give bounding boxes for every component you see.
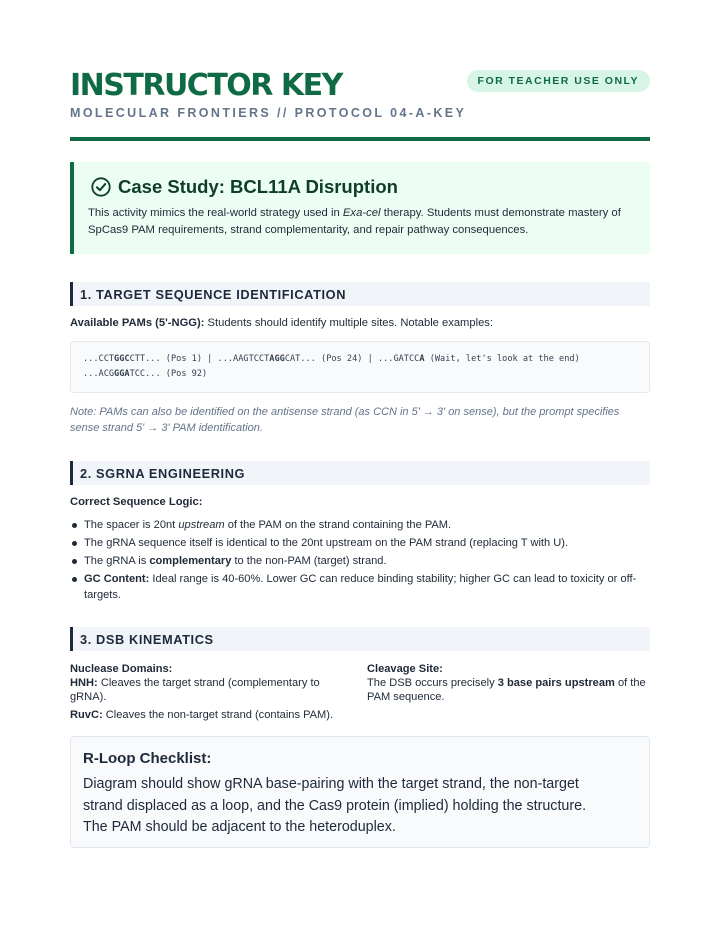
code-pam-highlight: A	[419, 354, 425, 364]
bullet-text: The gRNA sequence itself is identical to the 20nt upstream on the PAM strand (replacing T with U).	[84, 537, 569, 549]
spacer	[70, 704, 350, 708]
cleavage-site-title: Cleavage Site:	[367, 663, 443, 675]
r-loop-checklist-body	[83, 774, 639, 839]
code-segment: TCC... (Pos 92)	[129, 369, 208, 379]
cleavage-text: PAM sequence.	[367, 691, 445, 703]
section-heading-text: 1. TARGET SEQUENCE IDENTIFICATION	[80, 287, 347, 302]
r-loop-text: The PAM should be adjacent to the heteroduplex.	[83, 819, 396, 835]
hnh-text: gRNA).	[70, 691, 107, 703]
code-pam-highlight: AGG	[269, 354, 285, 364]
sequence-logic-subheading: Correct Sequence Logic:	[70, 496, 203, 508]
page-title: INSTRUCTOR KEY	[70, 68, 342, 103]
case-study-callout	[70, 162, 650, 254]
code-segment: CTT... (Pos 1) | ...AAGTCCT	[129, 354, 270, 364]
bullet-text: to the non-PAM (target) strand.	[231, 555, 387, 567]
list-item	[70, 535, 650, 551]
code-segment: ...ACG	[83, 369, 115, 379]
available-pams-line	[70, 317, 493, 329]
case-body-text: therapy. Students must demonstrate mastery of	[380, 207, 621, 219]
header-divider	[70, 137, 650, 141]
bullet-emphasis: complementary	[149, 555, 232, 567]
case-study-title: Case Study: BCL11A Disruption	[118, 176, 398, 197]
r-loop-checklist-box	[70, 736, 650, 848]
case-body-text: This activity mimics the real-world strategy used in	[88, 207, 343, 219]
page-subtitle: MOLECULAR FRONTIERS // PROTOCOL 04-A-KEY	[70, 106, 467, 120]
r-loop-checklist-title: R-Loop Checklist:	[83, 750, 212, 767]
pam-sequence-code-block	[70, 341, 650, 393]
nuclease-domains-column	[70, 662, 350, 722]
hnh-label: HNH:	[70, 677, 98, 689]
note-text: sense strand 5' → 3' PAM identification.	[70, 422, 263, 434]
code-line	[83, 354, 580, 364]
list-item	[70, 553, 650, 569]
document-page	[70, 0, 650, 835]
cleavage-site-column	[367, 662, 650, 704]
section-heading-sgrna	[70, 461, 650, 485]
code-pam-highlight: GGC	[114, 354, 130, 364]
code-segment: CAT... (Pos 24) | ...GATCC	[284, 354, 420, 364]
ruvc-label: RuvC:	[70, 709, 103, 721]
bullet-text: of the PAM on the strand containing the PAM.	[224, 519, 452, 531]
cleavage-text: The DSB occurs precisely	[367, 677, 498, 689]
bullet-text: targets.	[84, 589, 121, 601]
available-pams-text: Students should identify multiple sites. Notable examples:	[204, 317, 493, 329]
code-segment: (Wait, let's look at the end)	[424, 354, 580, 364]
bullet-emphasis: upstream	[178, 519, 225, 531]
antisense-note	[70, 404, 650, 436]
cleavage-text: of the	[614, 677, 646, 689]
gc-content-label: GC Content:	[84, 573, 150, 585]
case-body-emphasis: Exa-cel	[342, 207, 381, 219]
r-loop-text: strand displaced as a loop, and the Cas9 protein (implied) holding the structure.	[83, 797, 587, 814]
note-text: Note: PAMs can also be identified on the antisense strand (as CCN in 5' → 3' on sense), but the prompt specifies	[70, 406, 620, 418]
page-header	[70, 0, 650, 142]
r-loop-text: Diagram should show gRNA base-pairing with the target strand, the non-target	[83, 776, 579, 792]
bullet-text: The spacer is 20nt	[84, 519, 179, 531]
available-pams-label: Available PAMs (5'-NGG):	[70, 317, 205, 329]
code-line	[83, 369, 207, 379]
list-item	[70, 517, 650, 533]
bullet-text: Ideal range is 40-60%. Lower GC can reduce binding stability; higher GC can lead to toxicity or off-	[149, 573, 637, 585]
case-study-body	[88, 205, 648, 239]
teacher-only-badge: FOR TEACHER USE ONLY	[467, 70, 650, 92]
section-heading-text: 2. SGRNA ENGINEERING	[80, 466, 246, 481]
sgrna-logic-list	[70, 517, 650, 605]
cleavage-emphasis: 3 base pairs upstream	[497, 677, 615, 689]
case-body-text: SpCas9 PAM requirements, strand complementarity, and repair pathway consequences.	[88, 224, 529, 236]
check-circle-icon	[90, 176, 112, 198]
code-pam-highlight: GGA	[114, 369, 130, 379]
bullet-text: The gRNA is	[84, 555, 150, 567]
section-heading-text: 3. DSB KINEMATICS	[80, 632, 214, 647]
ruvc-text: Cleaves the non-target strand (contains PAM).	[102, 709, 334, 721]
nuclease-domains-title: Nuclease Domains:	[70, 663, 173, 675]
code-segment: ...CCT	[83, 354, 115, 364]
hnh-text: Cleaves the target strand (complementary to	[97, 677, 320, 689]
section-heading-dsb	[70, 627, 650, 651]
list-item	[70, 571, 650, 603]
section-heading-target-sequence	[70, 282, 650, 306]
case-study-heading	[90, 176, 398, 198]
